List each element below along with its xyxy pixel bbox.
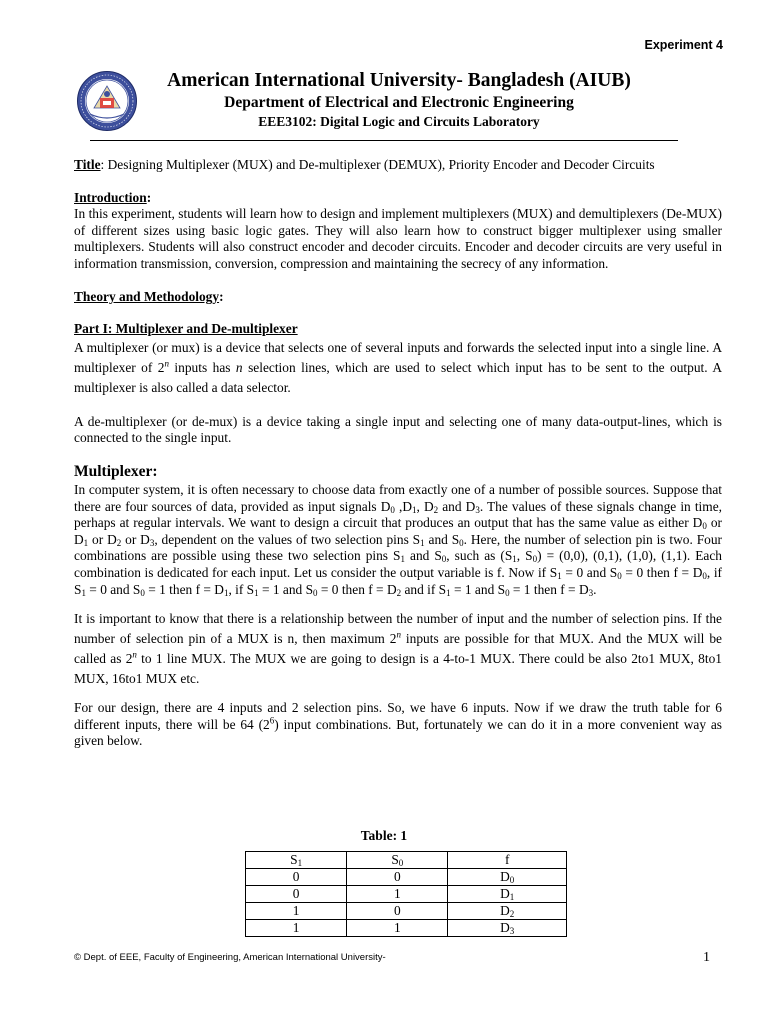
- title-paragraph: [74, 157, 722, 174]
- table-header-row: [246, 852, 567, 869]
- title-label: Title: [74, 157, 101, 172]
- demux-definition: A de-multiplexer (or de-mux) is a device taking a single input and selecting one of many data-output-lines, which is connected to the single input.: [74, 413, 722, 446]
- part1-heading: Part I: Multiplexer and De-multiplexer: [74, 321, 298, 337]
- table-cell: 1: [246, 903, 347, 920]
- header-divider: [90, 140, 678, 141]
- table-cell: 0: [347, 903, 448, 920]
- document-body: [74, 157, 722, 750]
- table-cell: $D_3$: [448, 920, 567, 937]
- multiplexer-paragraph-2: It is important to know that there is a relationship between the number of input and the number of selection pins. If the number of selection pin of a MUX is n, then maximum 2$^n$ inputs are possible for that MUX. And the MUX will be called as 2$^n$ to 1 line MUX. The MUX we are going to design is a 4-to-1 MUX. There could be also 2to1 MUX, 8to1 MUX, 16to1 MUX etc.: [74, 611, 722, 687]
- table-title: Table: 1: [360, 828, 408, 843]
- university-name: American International University- Bangladesh (AIUB): [167, 70, 631, 91]
- title-text: : Designing Multiplexer (MUX) and De-multiplexer (DEMUX), Priority Encoder and Decoder Circuits: [100, 157, 655, 172]
- footer-copyright: © Dept. of EEE, Faculty of Engineering, American International University-: [74, 952, 386, 963]
- page-number: 1: [703, 950, 710, 965]
- table-row: [246, 920, 567, 937]
- table-header-cell: $S_1$: [246, 852, 347, 869]
- department-name: Department of Electrical and Electronic Engineering: [224, 94, 574, 111]
- table-cell: 1: [246, 920, 347, 937]
- introduction-text: In this experiment, students will learn how to design and implement multiplexers (MUX) and demultiplexers (De-MUX) of different sizes using basic logic gates. They will also learn how to construct bigger multiplexer using smaller multiplexers. Students will also construct encoder and decoder circuits. Encoder and decoder circuits are very useful in information transmission, conversion, compression and maintaining the secrecy of any information.: [74, 206, 722, 271]
- table-cell: 1: [347, 920, 448, 937]
- table-row: [246, 869, 567, 886]
- table-cell: $D_2$: [448, 903, 567, 920]
- introduction-heading: Introduction:: [74, 189, 152, 205]
- header-block: [150, 70, 648, 130]
- table-row: [246, 886, 567, 903]
- table-cell: $D_0$: [448, 869, 567, 886]
- multiplexer-paragraph-1: In computer system, it is often necessary to choose data from exactly one of a number of possible sources. Suppose that there are four sources of data, provided as input signals $D_0$ $,D_1$, $D_2$ and $D_3$. The values of these signals change in time, perhaps at regular intervals. We want to design a circuit that produces an output that has the same value as either $D_0$ or $D_1$ or $D_2$ or $D_3$, dependent on the values of two selection pins $S_1$ and $S_0$. Here, the number of selection pin is two. Four combinations are possible using these two selection pins $S_1$ and $S_0$, such as ($S_1$, $S_0) = (0,0)$, (0,1), (1,0), (1,1). Each combination is dedicated for each input. Let us consider the output variable is f. Now if $S_1 = 0$ and $S_0 = 0$ then $f = D_0$, if $S_1 = 0$ and $S_0 = 1$ then $f = D_1$, if $S_1 = 1$ and $S_0 = 0$ then $f = D_2$ and if $S_1 = 1$ and $S_0 = 1$ then $f = D_3$.: [74, 481, 723, 598]
- table-cell: $D_1$: [448, 886, 567, 903]
- experiment-label: Experiment 4: [644, 38, 723, 52]
- multiplexer-paragraph-3: For our design, there are 4 inputs and 2 selection pins. So, we have 6 inputs. Now if we draw the truth table for 6 different inputs, there will be 64 $(2^6)$ input combinations. But, fortunately we can do it in a more convenient way as given below.: [74, 700, 723, 749]
- table-header-cell: f: [448, 852, 567, 869]
- theory-heading: Theory and Methodology:: [74, 288, 224, 304]
- table-cell: 0: [347, 869, 448, 886]
- university-seal-logo: [76, 70, 138, 132]
- table-cell: 0: [246, 886, 347, 903]
- multiplexer-heading: Multiplexer:: [74, 462, 158, 480]
- mux-definition: A multiplexer (or mux) is a device that selects one of several inputs and forwards the selected input into a single line. A multiplexer of 2$^n$ inputs has n selection lines, which are used to select which input has to be sent to the output. A multiplexer is also called a data selector.: [74, 339, 722, 395]
- table-cell: 1: [347, 886, 448, 903]
- table-cell: 0: [246, 869, 347, 886]
- truth-table: [245, 851, 567, 937]
- course-name: EEE3102: Digital Logic and Circuits Laboratory: [258, 114, 540, 129]
- table-header-cell: $S_0$: [347, 852, 448, 869]
- table-row: [246, 903, 567, 920]
